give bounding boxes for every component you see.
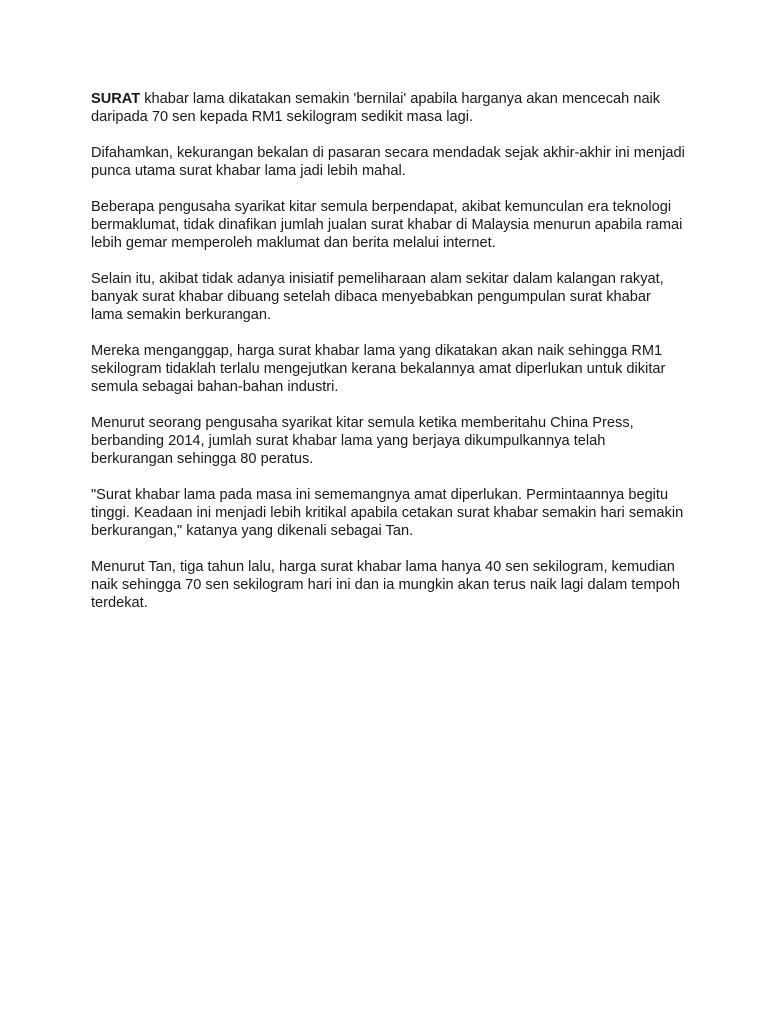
article-paragraph: "Surat khabar lama pada masa ini sememangnya amat diperlukan. Permintaannya begitu tinggi. Keadaan ini menjadi lebih kritikal apabila cetakan surat khabar semakin hari semakin berkurangan," katanya yang dikenali sebagai Tan. bbox=[91, 487, 684, 539]
article-paragraph: Selain itu, akibat tidak adanya inisiatif pemeliharaan alam sekitar dalam kalangan rakyat, banyak surat khabar dibuang setelah dibaca menyebabkan pengumpulan surat khabar lama semakin berkurangan. bbox=[91, 271, 664, 323]
article-body bbox=[91, 90, 686, 630]
article-paragraph: Mereka menganggap, harga surat khabar lama yang dikatakan akan naik sehingga RM1 sekilogram tidaklah terlalu mengejutkan kerana bekalannya amat diperlukan untuk dikitar semula sebagai bahan-bahan industri. bbox=[91, 343, 666, 395]
lead-paragraph-text: khabar lama dikatakan semakin 'bernilai' apabila harganya akan mencecah naik daripada 70 sen kepada RM1 sekilogram sedikit masa lagi. bbox=[91, 91, 661, 125]
article-lead-paragraph bbox=[91, 90, 686, 126]
article-paragraph: Difahamkan, kekurangan bekalan di pasaran secara mendadak sejak akhir-akhir ini menjadi punca utama surat khabar lama jadi lebih mahal. bbox=[91, 145, 685, 179]
article-paragraph: Beberapa pengusaha syarikat kitar semula berpendapat, akibat kemunculan era teknologi bermaklumat, tidak dinafikan jumlah jualan surat khabar di Malaysia menurun apabila ramai lebih gemar memperoleh maklumat dan berita melalui internet. bbox=[91, 199, 683, 251]
lead-word: SURAT bbox=[91, 91, 141, 107]
article-paragraph: Menurut Tan, tiga tahun lalu, harga surat khabar lama hanya 40 sen sekilogram, kemudian naik sehingga 70 sen sekilogram hari ini dan ia mungkin akan terus naik lagi dalam tempoh terdekat. bbox=[91, 559, 680, 611]
article-paragraph: Menurut seorang pengusaha syarikat kitar semula ketika memberitahu China Press, berbanding 2014, jumlah surat khabar lama yang berjaya dikumpulkannya telah berkurangan sehingga 80 peratus. bbox=[91, 415, 634, 467]
